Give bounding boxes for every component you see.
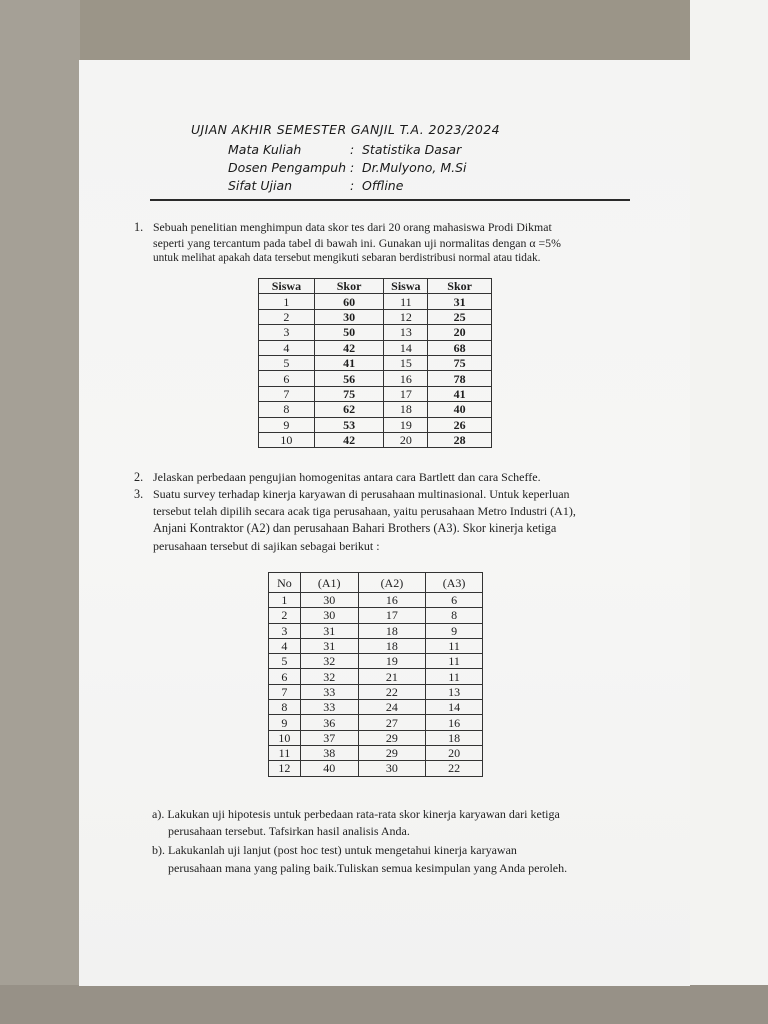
q3b-line-2: perusahaan mana yang paling baik.Tuliskan semua kesimpulan yang Anda peroleh. <box>168 861 568 875</box>
table-cell: 19 <box>358 654 426 669</box>
table-cell: 75 <box>314 386 384 401</box>
table-cell: 11 <box>269 745 301 760</box>
table-cell: 16 <box>358 593 426 608</box>
table-cell: 16 <box>426 715 483 730</box>
table-cell: 32 <box>300 654 358 669</box>
exam-type-value: Offline <box>362 178 404 193</box>
table-cell: 3 <box>269 623 301 638</box>
table-cell: 12 <box>384 309 428 324</box>
q3b-line-1: b). Lakukanlah uji lanjut (post hoc test) untuk mengetahui kinerja karyawan <box>152 843 517 857</box>
table-cell: 11 <box>426 669 483 684</box>
table-header-row <box>269 573 483 593</box>
table-cell: 20 <box>428 325 492 340</box>
q3-performance-table <box>268 572 483 777</box>
table-cell: 68 <box>428 340 492 355</box>
table-cell: 6 <box>426 593 483 608</box>
q2-number: 2. <box>134 470 144 484</box>
table-row <box>259 417 492 432</box>
table-cell: 15 <box>384 355 428 370</box>
table-cell: 11 <box>426 638 483 653</box>
table-cell: 10 <box>259 432 315 447</box>
table-cell: 9 <box>269 715 301 730</box>
table-row <box>269 684 483 699</box>
table-cell: 13 <box>426 684 483 699</box>
exam-title: UJIAN AKHIR SEMESTER GANJIL T.A. 2023/2024 <box>191 122 500 137</box>
table-cell: 17 <box>358 608 426 623</box>
table-cell: 60 <box>314 294 384 309</box>
table-cell: 31 <box>300 638 358 653</box>
lecturer-colon: : <box>350 160 355 175</box>
table-cell: 14 <box>426 700 483 715</box>
table-cell: 30 <box>300 593 358 608</box>
table-cell: 7 <box>259 386 315 401</box>
table-cell: 9 <box>259 417 315 432</box>
q3-line-3: Anjani Kontraktor (A2) dan perusahaan Bahari Brothers (A3). Skor kinerja ketiga <box>153 521 557 535</box>
table-cell: 8 <box>259 402 315 417</box>
q3a-line-2: perusahaan tersebut. Tafsirkan hasil analisis Anda. <box>168 824 410 838</box>
q3-line-2: tersebut telah dipilih secara acak tiga perusahaan, yaitu perusahaan Metro Industri (A1), <box>153 504 576 518</box>
table-cell: 53 <box>314 417 384 432</box>
table-cell: 18 <box>426 730 483 745</box>
column-header: Skor <box>428 279 492 294</box>
table-cell: 11 <box>384 294 428 309</box>
table-row <box>269 638 483 653</box>
table-cell: 13 <box>384 325 428 340</box>
table-cell: 29 <box>358 730 426 745</box>
table-row <box>259 402 492 417</box>
table-cell: 28 <box>428 432 492 447</box>
table-cell: 18 <box>358 638 426 653</box>
table-cell: 4 <box>269 638 301 653</box>
table-row <box>269 593 483 608</box>
table-row <box>269 761 483 776</box>
table-cell: 9 <box>426 623 483 638</box>
table-cell: 78 <box>428 371 492 386</box>
table-cell: 24 <box>358 700 426 715</box>
table-cell: 31 <box>300 623 358 638</box>
table-cell: 8 <box>269 700 301 715</box>
table-cell: 40 <box>428 402 492 417</box>
table-cell: 32 <box>300 669 358 684</box>
q1-number: 1. <box>134 220 144 234</box>
table-cell: 14 <box>384 340 428 355</box>
table-cell: 17 <box>384 386 428 401</box>
lecturer-label: Dosen Pengampuh <box>228 160 347 175</box>
column-header: (A2) <box>358 573 426 593</box>
table-cell: 33 <box>300 700 358 715</box>
column-header: Siswa <box>384 279 428 294</box>
table-cell: 4 <box>259 340 315 355</box>
table-cell: 1 <box>259 294 315 309</box>
q3-line-1: Suatu survey terhadap kinerja karyawan di perusahaan multinasional. Untuk keperluan <box>153 487 570 501</box>
table-row <box>259 386 492 401</box>
table-cell: 5 <box>269 654 301 669</box>
table-cell: 8 <box>426 608 483 623</box>
table-cell: 7 <box>269 684 301 699</box>
background-left <box>0 0 80 1024</box>
table-cell: 3 <box>259 325 315 340</box>
table-cell: 42 <box>314 432 384 447</box>
table-cell: 41 <box>428 386 492 401</box>
q1-score-table <box>258 278 492 448</box>
table-cell: 10 <box>269 730 301 745</box>
course-colon: : <box>350 142 355 157</box>
table-row <box>269 608 483 623</box>
q3a-line-1: a). Lakukan uji hipotesis untuk perbedaan rata-rata skor kinerja karyawan dari ketiga <box>152 807 560 821</box>
table-cell: 29 <box>358 745 426 760</box>
column-header: Siswa <box>259 279 315 294</box>
table-cell: 25 <box>428 309 492 324</box>
table-cell: 20 <box>426 745 483 760</box>
table-cell: 2 <box>269 608 301 623</box>
table-cell: 33 <box>300 684 358 699</box>
table-cell: 38 <box>300 745 358 760</box>
table-cell: 75 <box>428 355 492 370</box>
table-row <box>269 669 483 684</box>
q1-line-3: untuk melihat apakah data tersebut mengikuti sebaran berdistribusi normal atau tidak. <box>153 252 541 264</box>
table-cell: 22 <box>426 761 483 776</box>
table-cell: 42 <box>314 340 384 355</box>
table-cell: 19 <box>384 417 428 432</box>
table-row <box>259 355 492 370</box>
column-header: (A3) <box>426 573 483 593</box>
table-row <box>259 340 492 355</box>
q1-line-1: Sebuah penelitian menghimpun data skor tes dari 20 orang mahasiswa Prodi Dikmat <box>153 220 552 234</box>
table-cell: 41 <box>314 355 384 370</box>
header-divider <box>150 199 630 201</box>
table-cell: 30 <box>358 761 426 776</box>
q2-text: Jelaskan perbedaan pengujian homogenitas antara cara Bartlett dan cara Scheffe. <box>153 470 541 484</box>
table-row <box>269 745 483 760</box>
table-cell: 20 <box>384 432 428 447</box>
table-cell: 37 <box>300 730 358 745</box>
table-cell: 6 <box>269 669 301 684</box>
table-row <box>269 715 483 730</box>
table-cell: 2 <box>259 309 315 324</box>
table-cell: 1 <box>269 593 301 608</box>
table-cell: 26 <box>428 417 492 432</box>
table-row <box>259 325 492 340</box>
course-label: Mata Kuliah <box>228 142 302 157</box>
table-cell: 27 <box>358 715 426 730</box>
table-row <box>259 371 492 386</box>
table-cell: 40 <box>300 761 358 776</box>
exam-type-label: Sifat Ujian <box>228 178 293 193</box>
table-cell: 18 <box>358 623 426 638</box>
table-cell: 6 <box>259 371 315 386</box>
exam-type-colon: : <box>350 178 355 193</box>
column-header: (A1) <box>300 573 358 593</box>
table-cell: 36 <box>300 715 358 730</box>
table-cell: 12 <box>269 761 301 776</box>
table-cell: 56 <box>314 371 384 386</box>
q1-line-2: seperti yang tercantum pada tabel di bawah ini. Gunakan uji normalitas dengan α =5% <box>153 236 561 250</box>
table-cell: 30 <box>300 608 358 623</box>
table-cell: 30 <box>314 309 384 324</box>
lecturer-value: Dr.Mulyono, M.Si <box>362 160 467 175</box>
table-cell: 18 <box>384 402 428 417</box>
table-row <box>259 309 492 324</box>
table-cell: 5 <box>259 355 315 370</box>
table-cell: 21 <box>358 669 426 684</box>
table-cell: 62 <box>314 402 384 417</box>
table-cell: 50 <box>314 325 384 340</box>
table-header-row <box>259 279 492 294</box>
column-header: Skor <box>314 279 384 294</box>
table-row <box>269 730 483 745</box>
background-top <box>0 0 768 60</box>
table-cell: 11 <box>426 654 483 669</box>
q3-line-4: perusahaan tersebut di sajikan sebagai berikut : <box>153 539 380 553</box>
background-bottom <box>0 985 768 1024</box>
column-header: No <box>269 573 301 593</box>
table-cell: 16 <box>384 371 428 386</box>
table-row <box>269 623 483 638</box>
course-value: Statistika Dasar <box>362 142 462 157</box>
table-row <box>269 654 483 669</box>
q3-number: 3. <box>134 487 144 501</box>
background-right <box>690 0 768 1024</box>
table-cell: 22 <box>358 684 426 699</box>
table-row <box>259 432 492 447</box>
table-row <box>259 294 492 309</box>
table-row <box>269 700 483 715</box>
table-cell: 31 <box>428 294 492 309</box>
